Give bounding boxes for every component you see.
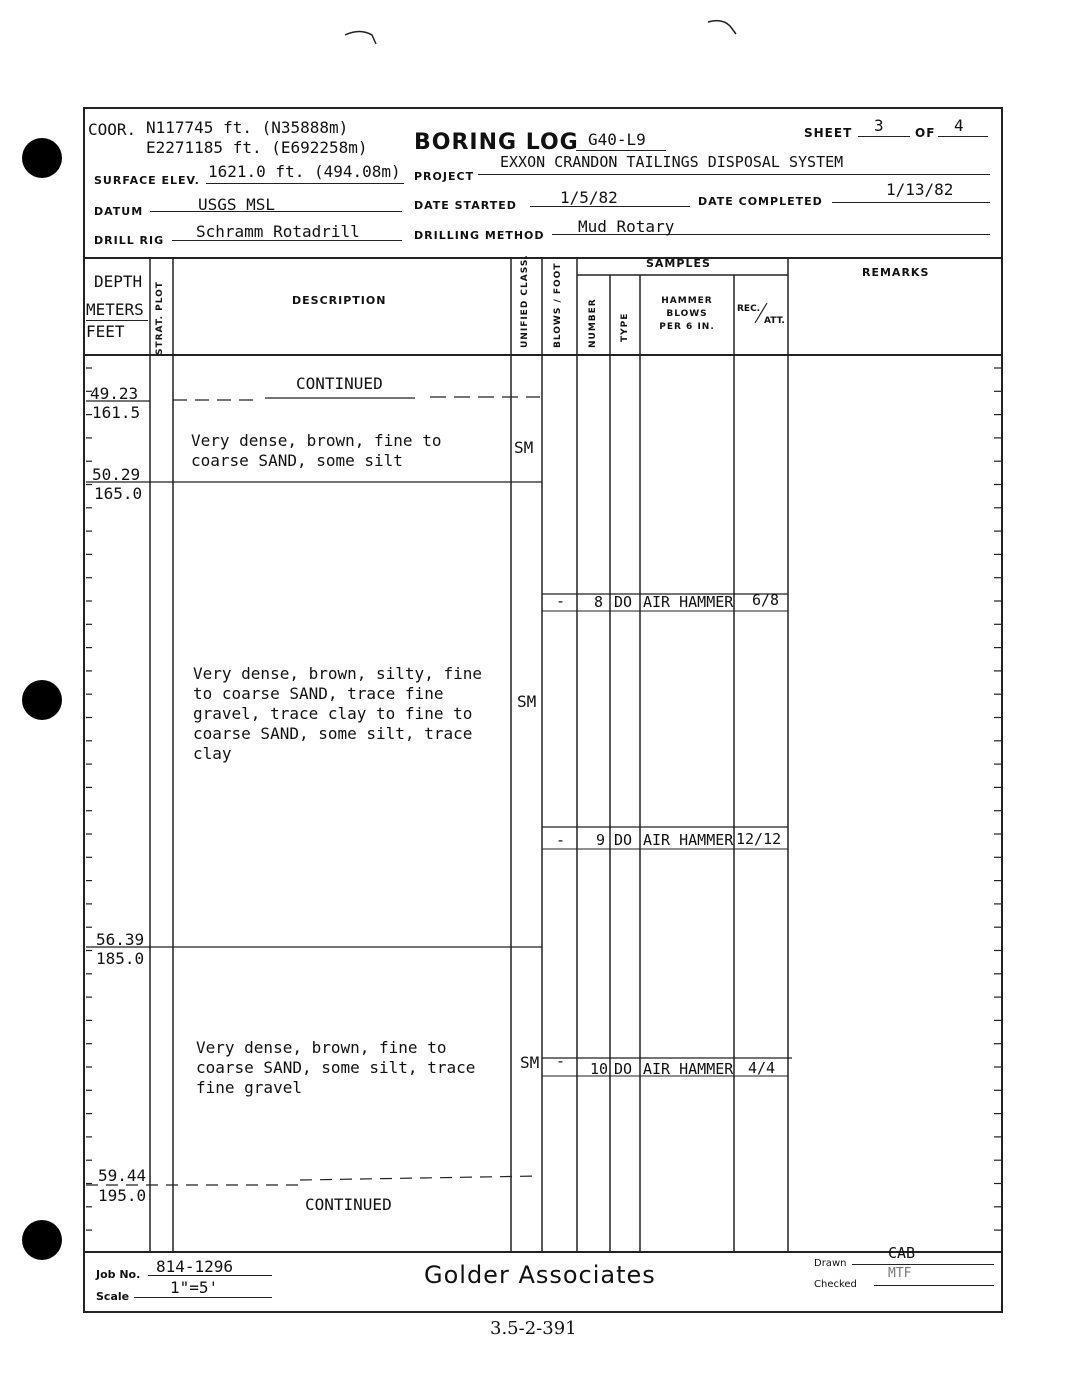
checked-value: MTF bbox=[888, 1266, 912, 1281]
number-header: NUMBER bbox=[588, 298, 598, 348]
hammer-header bbox=[644, 295, 730, 334]
sample-number-2: 9 bbox=[596, 831, 606, 849]
boring-log-title: BORING LOG bbox=[414, 130, 579, 155]
stratum-description-1: Very dense, brown, fine to coarse SAND, some silt bbox=[191, 431, 442, 470]
coor-north: N117745 ft. (N35888m) bbox=[146, 118, 349, 137]
sample-hammer-3: AIR HAMMER bbox=[643, 1060, 734, 1078]
unified-class-header: UNIFIED CLASS. bbox=[520, 254, 530, 348]
sample-blows-1: - bbox=[556, 592, 566, 610]
depth-feet-4: 195.0 bbox=[98, 1186, 147, 1205]
surface-elev-value: 1621.0 ft. (494.08m) bbox=[208, 162, 401, 181]
of-label: OF bbox=[915, 126, 936, 140]
date-completed-label: DATE COMPLETED bbox=[698, 195, 823, 208]
boring-id: G40-L9 bbox=[588, 130, 646, 149]
sample-type-3: DO bbox=[614, 1060, 633, 1078]
sheet-total: 4 bbox=[954, 116, 964, 135]
att-header: ATT. bbox=[764, 316, 785, 326]
sample-blows-2: - bbox=[556, 831, 566, 849]
depth-header: DEPTH bbox=[94, 272, 143, 291]
scale-label: Scale bbox=[96, 1290, 130, 1303]
samples-header: SAMPLES bbox=[646, 257, 711, 270]
depth-meters-4: 59.44 bbox=[98, 1166, 147, 1185]
scale-value: 1"=5' bbox=[170, 1278, 219, 1297]
remarks-header: REMARKS bbox=[862, 266, 930, 279]
meters-header: METERS bbox=[86, 300, 144, 319]
rec-header: REC. bbox=[737, 304, 761, 314]
type-header: TYPE bbox=[620, 312, 630, 342]
job-number-label: Job No. bbox=[96, 1268, 141, 1281]
hammer-header-line3: PER 6 IN. bbox=[659, 322, 715, 332]
sample-rec-att-2: 12/12 bbox=[736, 830, 782, 848]
continued-top: CONTINUED bbox=[296, 374, 383, 393]
datum-value: USGS MSL bbox=[198, 195, 276, 214]
drill-rig-value: Schramm Rotadrill bbox=[196, 222, 360, 241]
stratum-uscs-1: SM bbox=[514, 438, 534, 457]
drilling-method-label: DRILLING METHOD bbox=[414, 229, 545, 242]
stratum-uscs-2: SM bbox=[517, 692, 537, 711]
sample-number-1: 8 bbox=[594, 593, 604, 611]
date-started-value: 1/5/82 bbox=[560, 188, 618, 207]
depth-feet-3: 185.0 bbox=[96, 949, 145, 968]
blows-foot-header: BLOWS / FOOT bbox=[553, 262, 563, 348]
continued-bottom: CONTINUED bbox=[305, 1195, 392, 1214]
sample-hammer-2: AIR HAMMER bbox=[643, 831, 734, 849]
stratum-description-2: Very dense, brown, silty, fine to coarse SAND, trace fine gravel, trace clay to fine to coarse SAND, some silt, trace clay bbox=[193, 664, 482, 763]
stratum-description-3: Very dense, brown, fine to coarse SAND, some silt, trace fine gravel bbox=[196, 1038, 476, 1097]
depth-meters-2: 50.29 bbox=[92, 465, 141, 484]
hammer-header-line1: HAMMER bbox=[661, 296, 713, 306]
depth-meters-1: 49.23 bbox=[90, 384, 139, 403]
sheet-number: 3 bbox=[874, 116, 884, 135]
project-label: PROJECT bbox=[414, 170, 475, 183]
date-completed-value: 1/13/82 bbox=[886, 180, 954, 199]
job-number-value: 814-1296 bbox=[156, 1257, 234, 1276]
stratum-uscs-3: SM bbox=[520, 1053, 540, 1072]
sample-type-2: DO bbox=[614, 831, 633, 849]
surface-elev-label: SURFACE ELEV. bbox=[94, 174, 200, 187]
hammer-header-line2: BLOWS bbox=[666, 309, 708, 319]
strat-plot-header: STRAT. PLOT bbox=[155, 281, 165, 355]
sample-type-1: DO bbox=[614, 593, 633, 611]
drawn-value: CAB bbox=[888, 1244, 916, 1262]
datum-label: DATUM bbox=[94, 205, 144, 218]
sample-hammer-1: AIR HAMMER bbox=[643, 593, 734, 611]
sample-rec-att-3: 4/4 bbox=[748, 1059, 776, 1077]
checked-label: Checked bbox=[814, 1279, 857, 1290]
company-name: Golder Associates bbox=[424, 1261, 656, 1289]
depth-feet-1: 161.5 bbox=[92, 403, 141, 422]
sheet-label: SHEET bbox=[804, 126, 853, 140]
coor-east: E2271185 ft. (E692258m) bbox=[146, 138, 368, 157]
depth-meters-3: 56.39 bbox=[96, 930, 145, 949]
drill-rig-label: DRILL RIG bbox=[94, 234, 165, 247]
project-value: EXXON CRANDON TAILINGS DISPOSAL SYSTEM bbox=[500, 153, 844, 171]
sample-number-3: 10 bbox=[590, 1060, 609, 1078]
drawn-label: Drawn bbox=[814, 1258, 847, 1269]
description-header: DESCRIPTION bbox=[292, 294, 387, 307]
page-number: 3.5-2-391 bbox=[490, 1318, 577, 1339]
coor-label: COOR. bbox=[88, 120, 137, 139]
sample-rec-att-1: 6/8 bbox=[752, 591, 780, 609]
sample-blows-3: - bbox=[556, 1052, 566, 1070]
date-started-label: DATE STARTED bbox=[414, 199, 517, 212]
drilling-method-value: Mud Rotary bbox=[578, 217, 675, 236]
depth-feet-2: 165.0 bbox=[94, 484, 143, 503]
feet-header: FEET bbox=[86, 322, 125, 341]
